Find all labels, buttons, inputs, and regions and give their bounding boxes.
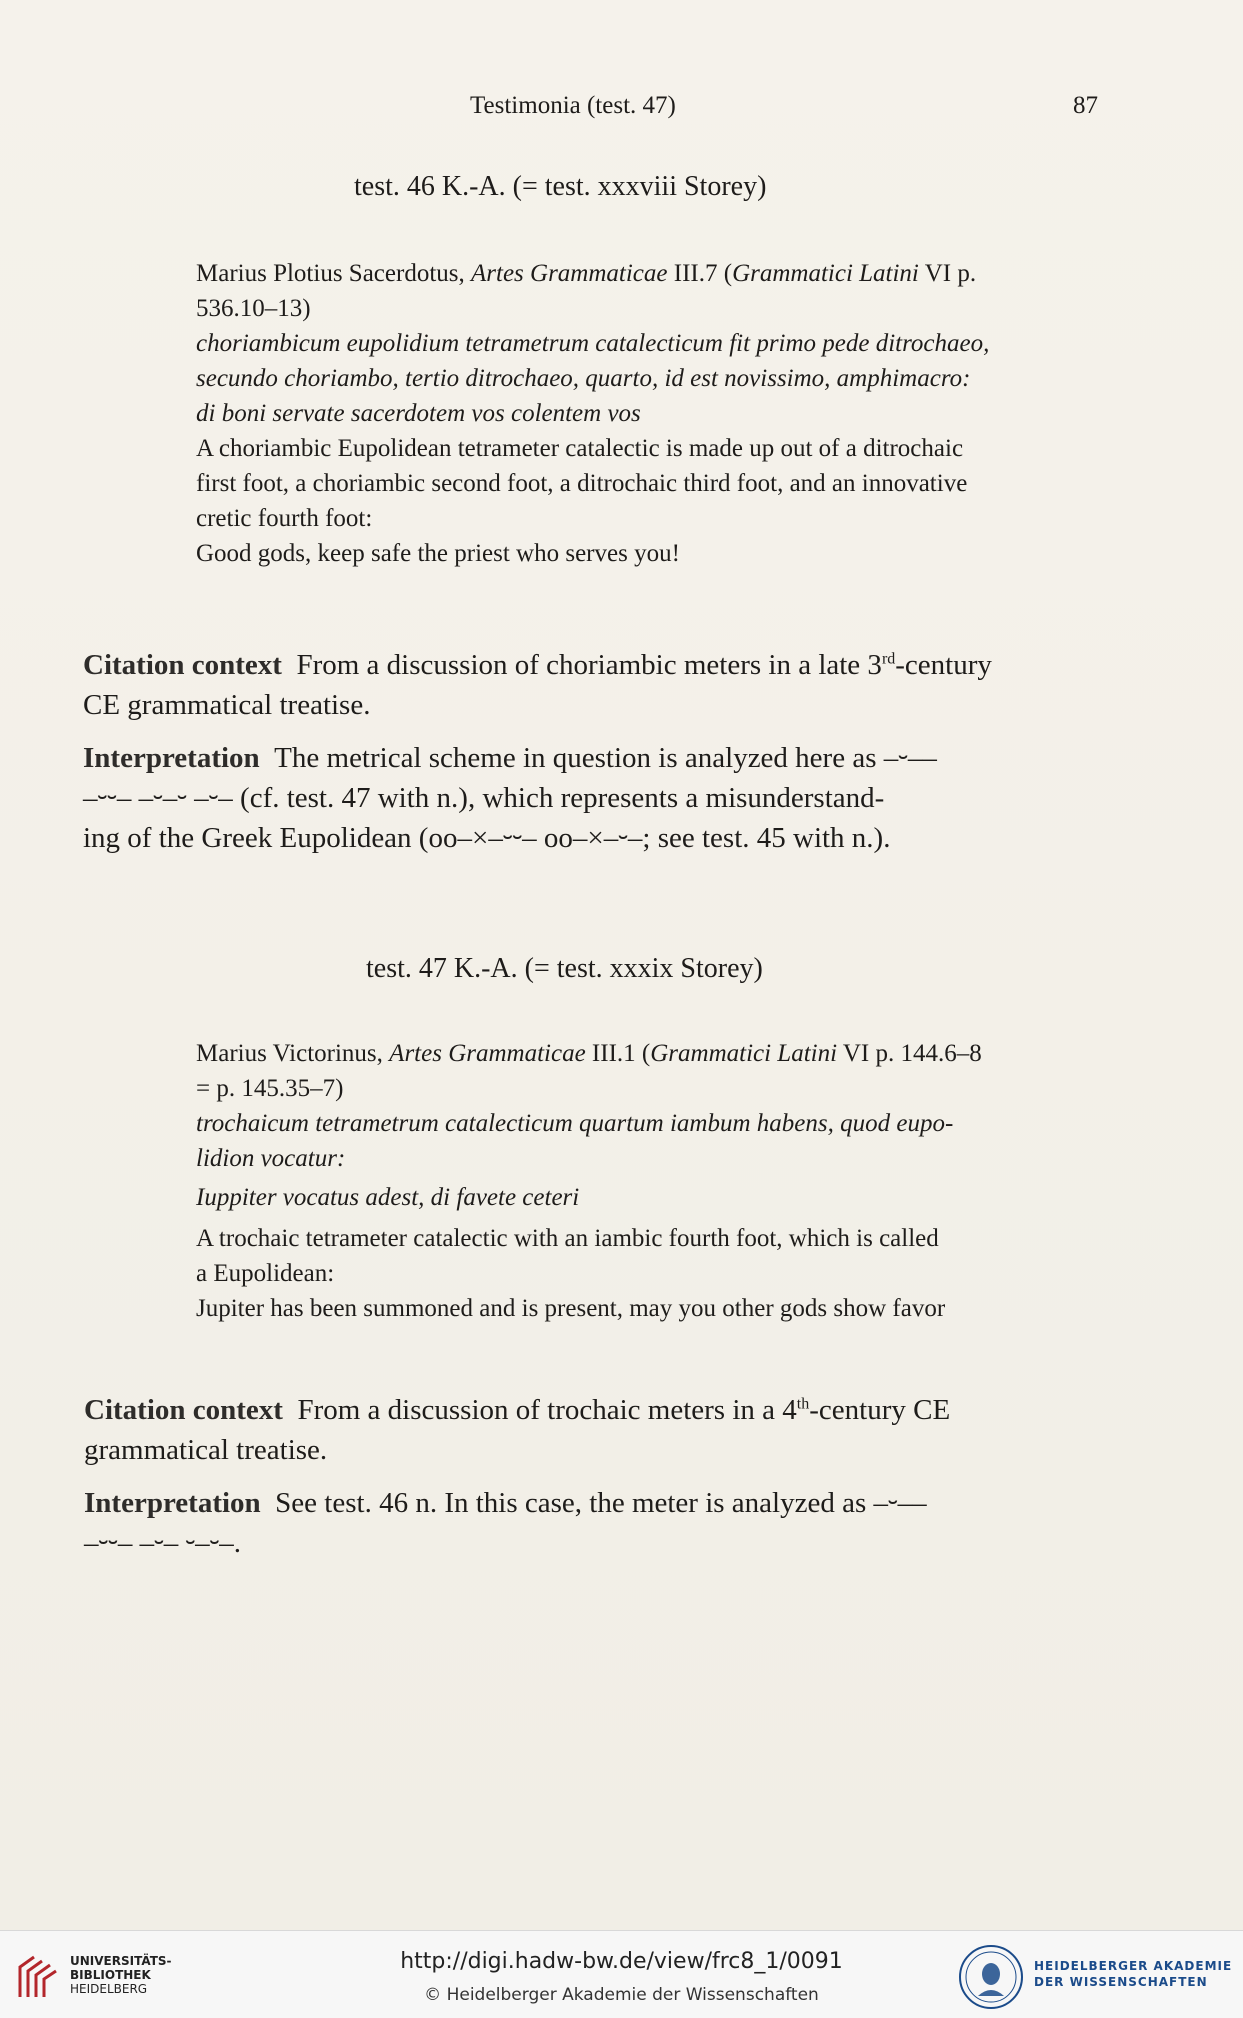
test47-translation-line: A trochaic tetrameter catalectic with an iambic fourth foot, which is called xyxy=(196,1225,939,1252)
test46-latin-line: secundo choriambo, tertio ditrochaeo, quarto, id est novissimo, amphimacro: xyxy=(196,365,971,392)
test46-translation-line: first foot, a choriambic second foot, a ditrochaic third foot, and an innovative xyxy=(196,470,968,497)
test47-latin-line: lidion vocatur: xyxy=(196,1145,346,1172)
test46-latin-line: choriambicum eupolidium tetrametrum catalecticum fit primo pede ditrochaeo, xyxy=(196,330,990,357)
test46-interpretation: Interpretation The metrical scheme in question is analyzed here as –⏑–– –⏑⏑– –⏑–⏑ –⏑– (cf. test. 47 with n.), which represents a misunderstand- ing of the Greek Eupolidean (oo–×–⏑⏑– oo–×–⏑–; see test. 45 with n.). xyxy=(83,742,937,854)
test47-interpretation: Interpretation See test. 46 n. In this case, the meter is analyzed as –⏑–– –⏑⏑– –⏑– ⏑–⏑–. xyxy=(84,1487,927,1559)
test47-source-line: Marius Victorinus, Artes Grammaticae III.1 (Grammatici Latini VI p. 144.6–8 xyxy=(196,1040,982,1067)
test46-source-line: Marius Plotius Sacerdotus, Artes Grammaticae III.7 (Grammatici Latini VI p. xyxy=(196,260,977,287)
test47-heading: test. 47 K.-A. (= test. xxxix Storey) xyxy=(366,953,763,984)
academy-seal-icon xyxy=(958,1944,1024,2010)
test47-translation-verse: Jupiter has been summoned and is present, may you other gods show favor xyxy=(196,1295,946,1322)
viewer-footer xyxy=(0,1930,1243,2018)
university-library-name: UNIVERSITÄTS- BIBLIOTHEK HEIDELBERG xyxy=(70,1954,172,1996)
permalink-url[interactable]: http://digi.hadw-bw.de/view/frc8_1/0091 xyxy=(400,1949,843,1974)
page-number: 87 xyxy=(1073,92,1098,119)
test47-latin-verse: Iuppiter vocatus adest, di favete ceteri xyxy=(196,1184,580,1211)
test46-latin-verse: di boni servate sacerdotem vos colentem vos xyxy=(196,400,641,427)
test47-source-block xyxy=(196,1036,1108,1326)
citation-context-label: Citation context xyxy=(83,649,282,681)
test47-latin-line: trochaicum tetrametrum catalecticum quartum iambum habens, quod eupo- xyxy=(196,1110,954,1137)
test46-translation-line: A choriambic Eupolidean tetrameter catalectic is made up out of a ditrochaic xyxy=(196,435,964,462)
test47-translation-line: a Eupolidean: xyxy=(196,1260,335,1287)
test46-heading: test. 46 K.-A. (= test. xxxviii Storey) xyxy=(354,171,767,202)
test46-source-line2: 536.10–13) xyxy=(196,295,311,322)
interpretation-label: Interpretation xyxy=(83,742,260,774)
copyright-notice: © Heidelberger Akademie der Wissenschaften xyxy=(424,1985,819,2005)
interpretation-label: Interpretation xyxy=(84,1487,261,1519)
test47-citation-context: Citation context From a discussion of trochaic meters in a 4th-century CE grammatical treatise. xyxy=(84,1394,951,1466)
test46-translation-line: cretic fourth foot: xyxy=(196,505,373,532)
running-head: Testimonia (test. 47) xyxy=(470,92,676,119)
citation-context-label: Citation context xyxy=(84,1394,283,1426)
test46-source-block xyxy=(196,256,1108,571)
test46-translation-verse: Good gods, keep safe the priest who serves you! xyxy=(196,540,680,567)
test46-citation-context: Citation context From a discussion of choriambic meters in a late 3rd-century CE grammatical treatise. xyxy=(83,649,992,721)
test47-source-line2: = p. 145.35–7) xyxy=(196,1075,344,1102)
academy-name: HEIDELBERGER AKADEMIE DER WISSENSCHAFTEN xyxy=(1034,1959,1233,1989)
